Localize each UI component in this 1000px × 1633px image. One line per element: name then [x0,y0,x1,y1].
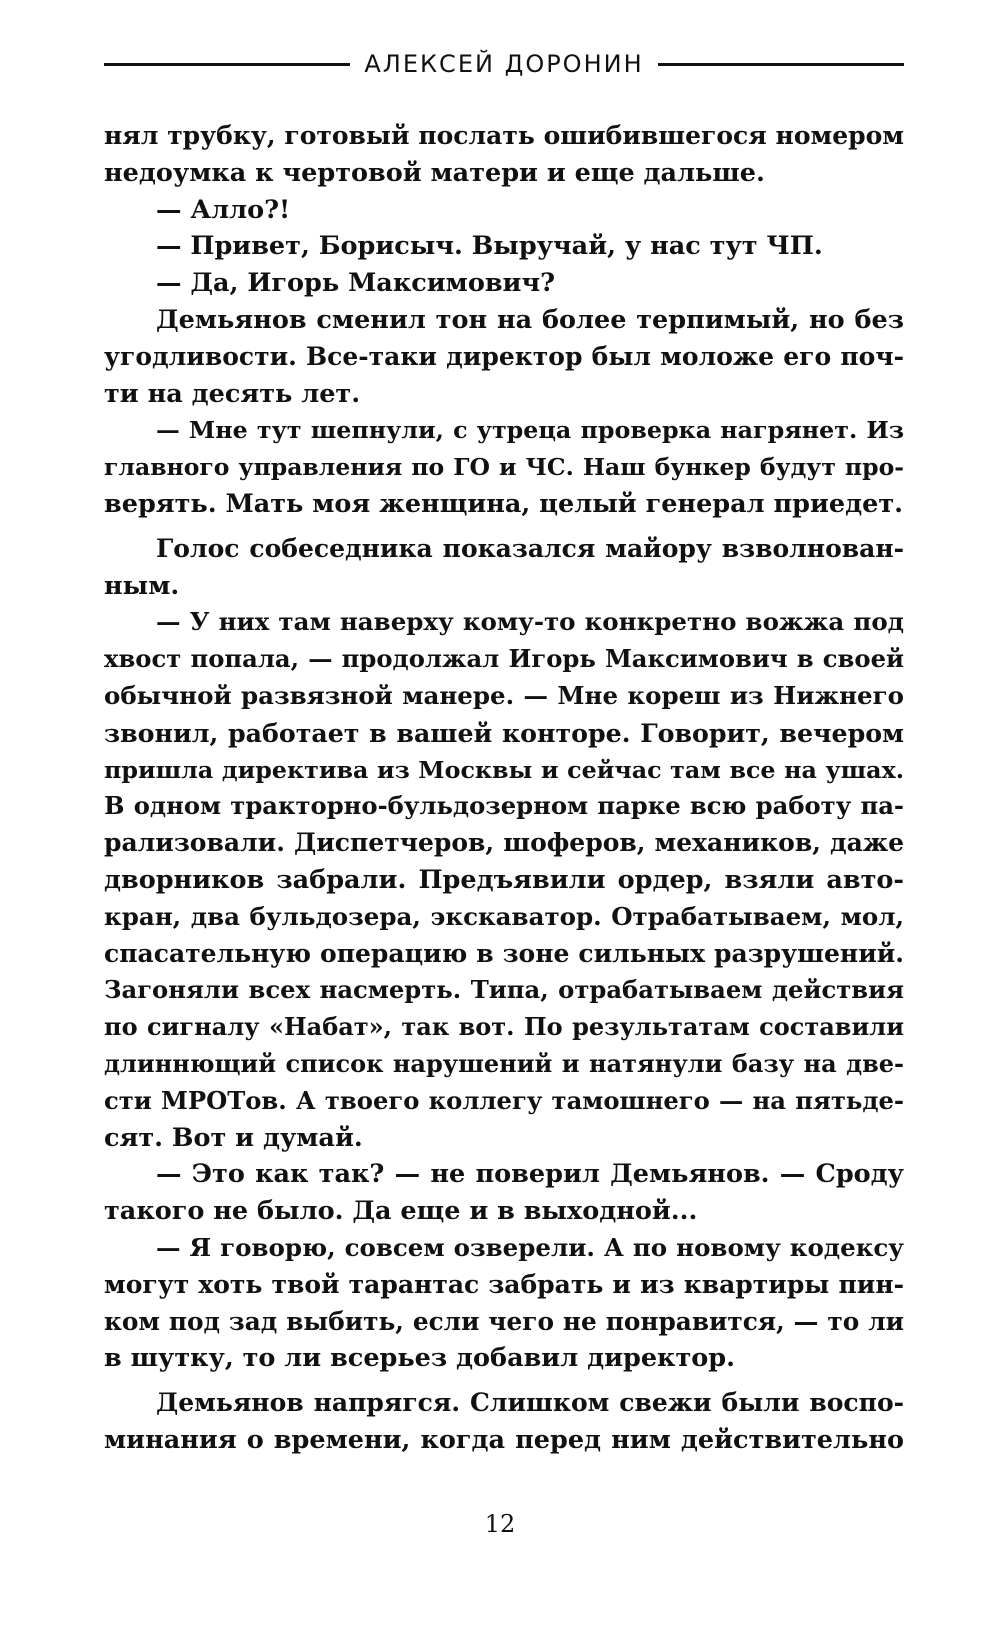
text-line: минания о времени, когда перед ним действительно [104,1424,904,1455]
text-line: звонил, работает в вашей конторе. Говорит, вечером [104,717,904,748]
page-number: 12 [484,1510,516,1538]
text-line: главного управления по ГО и ЧС. Наш бункер будут про- [104,453,904,482]
text-line: — Да, Игорь Максимович? [156,268,556,299]
text-line: В одном тракторно-бульдозерном парке всю работу па- [104,791,904,821]
author-name: АЛЕКСЕЙ ДОРОНИН [364,50,644,78]
text-line: пришла директива из Москвы и сейчас там все на ушах. [104,755,904,784]
text-line: верять. Мать моя женщина, целый генерал приедет. [104,488,904,519]
text-line: Голос собеседника показался майору взволнован- [156,533,904,563]
text-line: длиннющий список нарушений и натянули базу на две- [104,1048,904,1078]
text-line: спасательную операцию в зоне сильных разрушений. [104,938,904,968]
text-line: — Я говорю, совсем озверели. А по новому кодексу [156,1232,904,1262]
header-rule-left [104,63,350,66]
running-header [104,44,904,84]
text-line: Загоняли всех насмерть. Типа, отрабатываем действия [104,975,904,1005]
text-line: сят. Вот и думай. [104,1122,363,1153]
text-line: угодливости. Все-таки директор был моложе его поч- [104,341,904,371]
text-line: могут хоть твой тарантас забрать и из квартиры пин- [104,1269,904,1299]
header-rule-right [658,63,904,66]
text-line: Демьянов напрягся. Слишком свежи были воспо- [156,1388,904,1418]
text-line: хвост попала, — продолжал Игорь Максимович в своей [104,644,904,674]
text-line: ти на десять лет. [104,378,361,409]
text-line: сти МРОТов. А твоего коллегу тамошнего — на пятьде- [104,1085,904,1115]
text-line: — Это как так? — не поверил Демьянов. — Сроду [156,1159,904,1190]
text-line: — Привет, Борисыч. Выручай, у нас тут ЧП. [156,231,823,262]
text-line: дворников забрали. Предъявили ордер, взяли авто- [104,864,904,895]
text-line: ком под зад выбить, если чего не понравится, — то ли [104,1306,904,1336]
text-line: нял трубку, готовый послать ошибившегося номером [104,121,904,150]
text-line: обычной развязной манере. — Мне кореш из Нижнего [104,680,904,710]
text-line: — Алло?! [156,194,291,225]
text-line: Демьянов сменил тон на более терпимый, но без [156,304,904,335]
text-line: рализовали. Диспетчеров, шоферов, механиков, даже [104,828,904,858]
text-line: кран, два бульдозера, экскаватор. Отрабатываем, мол, [104,901,904,931]
text-line: по сигналу «Набат», так вот. По результатам составили [104,1012,904,1042]
text-line: такого не было. Да еще и в выходной... [104,1196,698,1227]
text-line: — Мне тут шепнули, с утреца проверка нагрянет. Из [156,416,904,445]
body-text [104,118,904,1459]
text-line: недоумка к чертовой матери и еще дальше. [104,157,765,188]
text-line: ным. [104,570,180,601]
text-line: в шутку, то ли всерьез добавил директор. [104,1343,735,1374]
text-line: — У них там наверху кому-то конкретно вожжа под [156,607,904,637]
